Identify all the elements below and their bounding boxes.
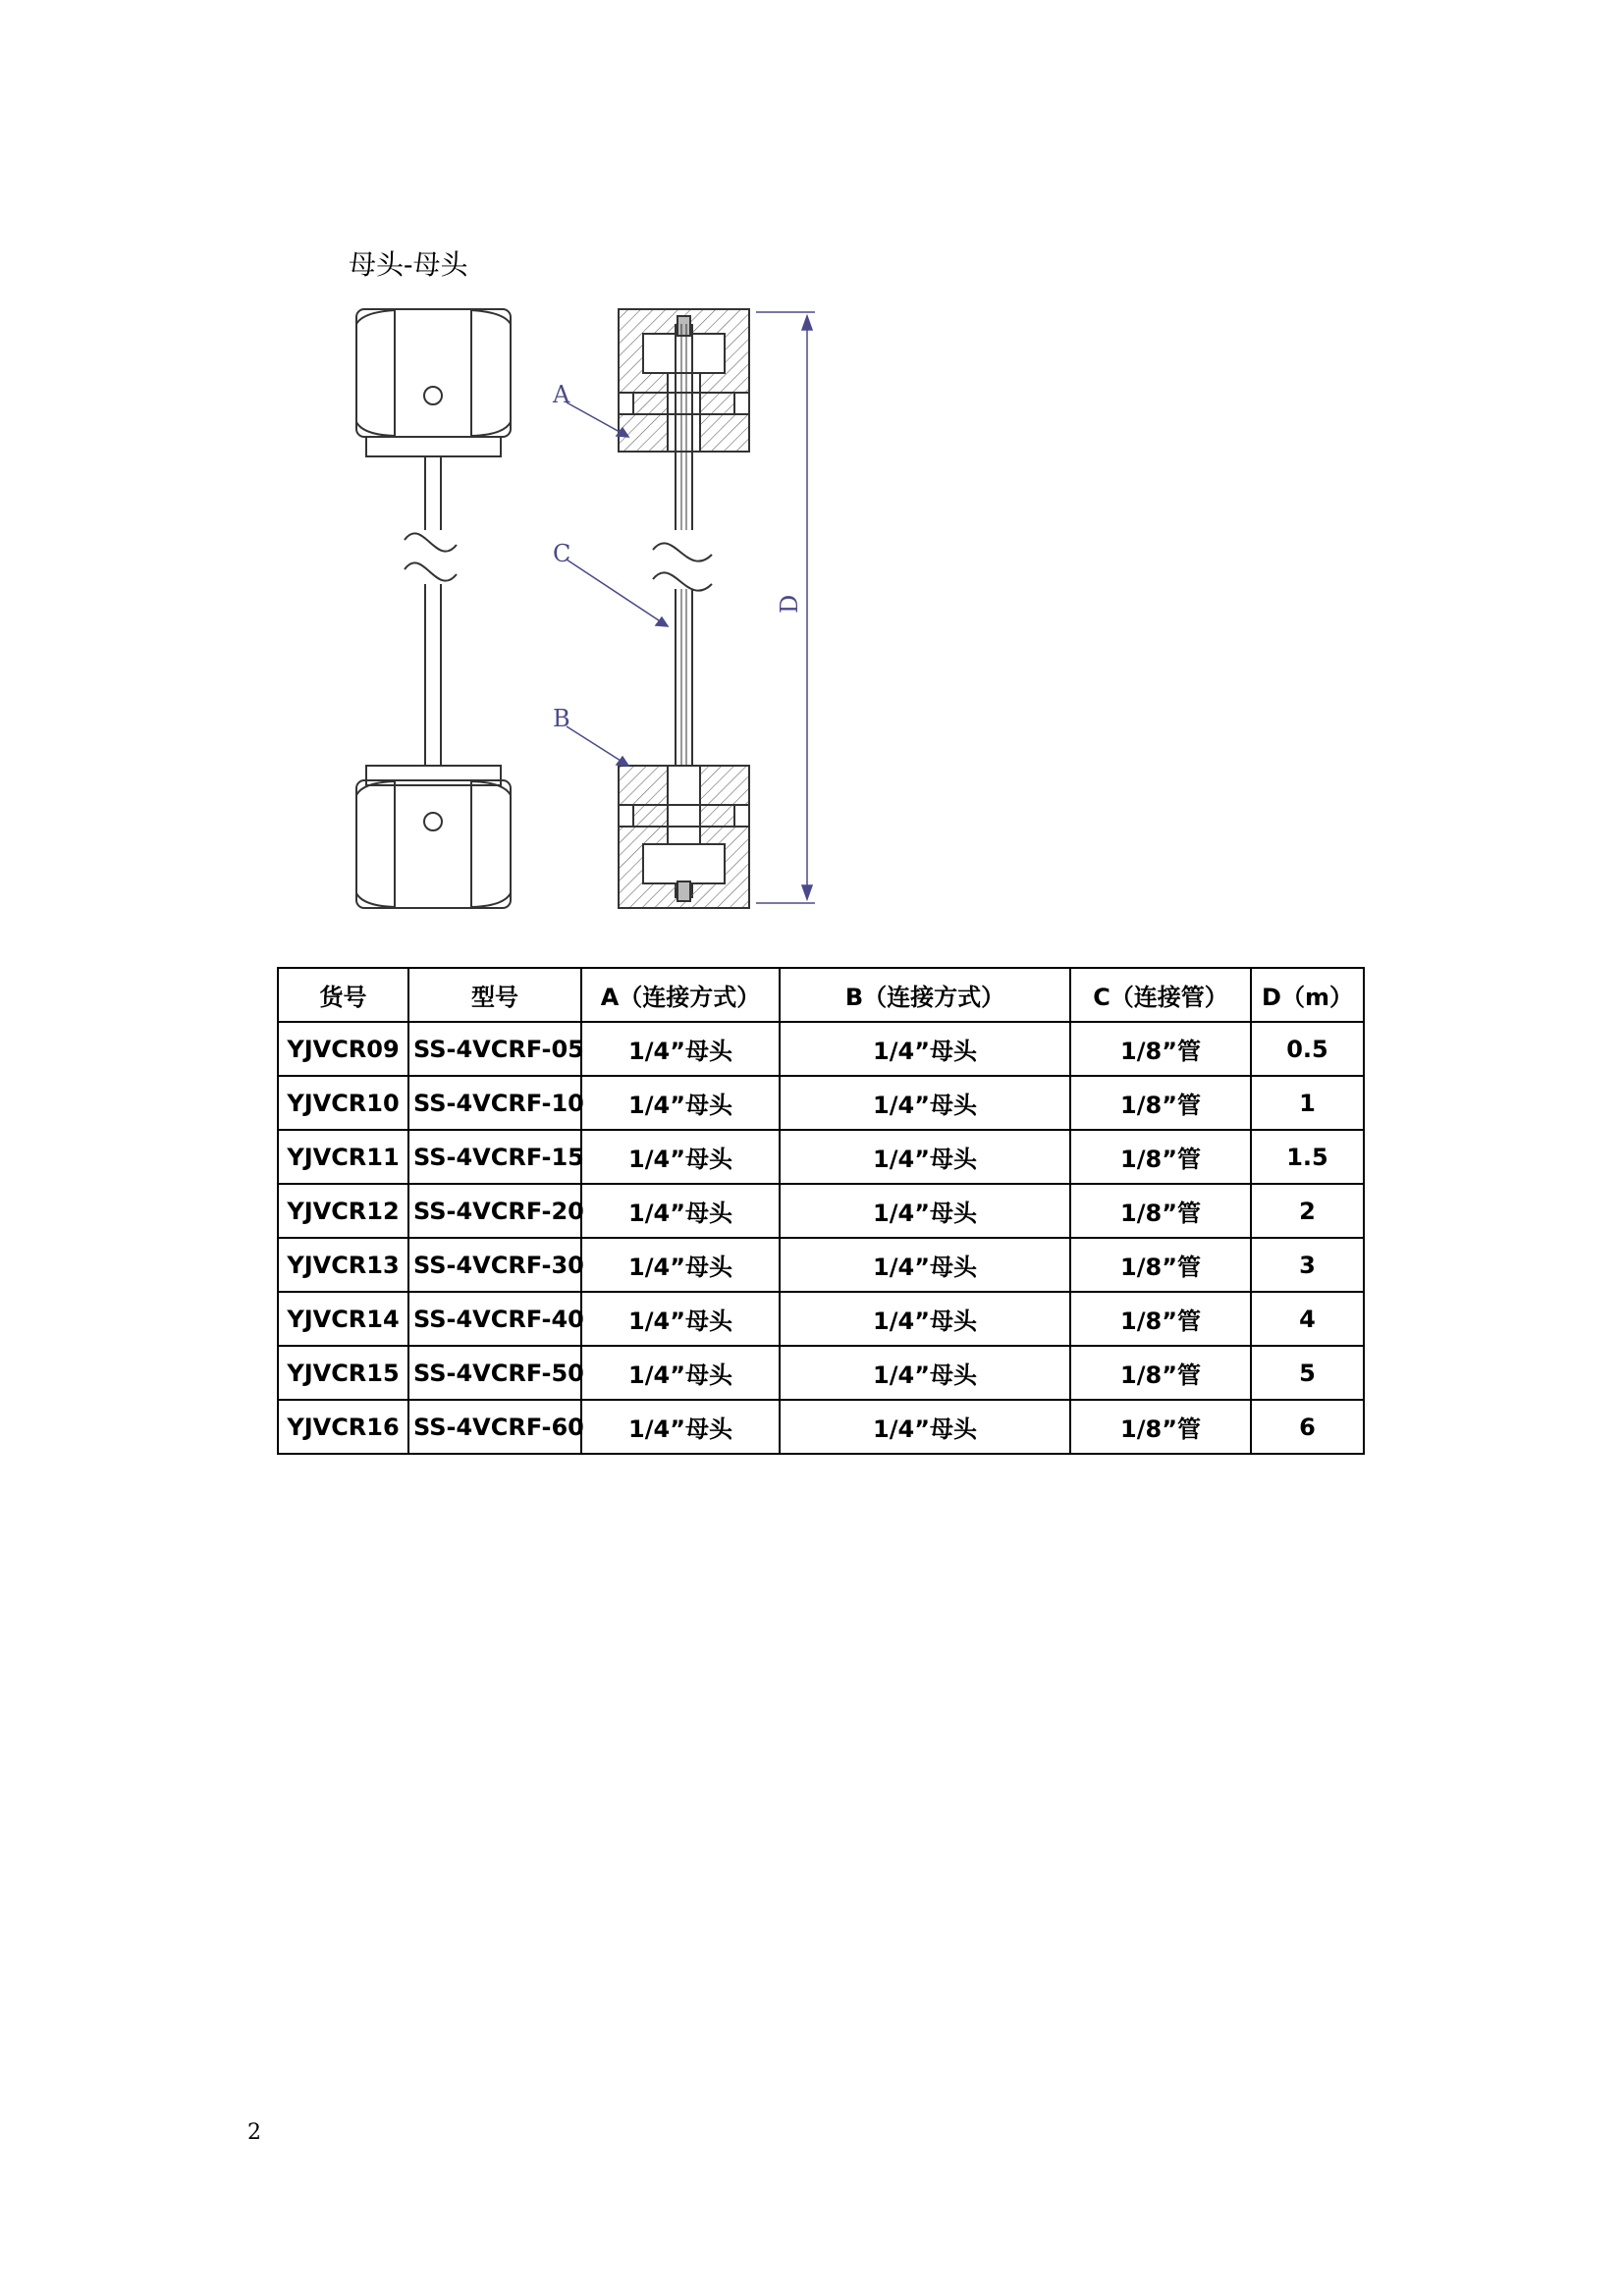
cell-model: SS-4VCRF-20 — [408, 1184, 581, 1238]
header-item-no: 货号 — [278, 968, 408, 1022]
cell-c: 1/8”管 — [1070, 1400, 1251, 1454]
tube-external — [405, 456, 457, 766]
label-b: B — [553, 705, 570, 732]
cell-c: 1/8”管 — [1070, 1076, 1251, 1130]
cell-b: 1/4”母头 — [780, 1400, 1070, 1454]
cell-d: 2 — [1251, 1184, 1364, 1238]
cell-b: 1/4”母头 — [780, 1238, 1070, 1292]
cell-c: 1/8”管 — [1070, 1022, 1251, 1076]
cell-b: 1/4”母头 — [780, 1076, 1070, 1130]
cell-d: 4 — [1251, 1292, 1364, 1346]
cell-d: 1 — [1251, 1076, 1364, 1130]
cell-item-no: YJVCR16 — [278, 1400, 408, 1454]
table-row — [278, 1022, 1364, 1076]
cell-d: 0.5 — [1251, 1022, 1364, 1076]
cell-c: 1/8”管 — [1070, 1130, 1251, 1184]
header-a: A（连接方式） — [581, 968, 780, 1022]
table-header-row — [278, 968, 1364, 1022]
cell-c: 1/8”管 — [1070, 1184, 1251, 1238]
label-a: A — [553, 381, 570, 408]
table-row — [278, 1400, 1364, 1454]
cell-model: SS-4VCRF-10 — [408, 1076, 581, 1130]
cell-model: SS-4VCRF-05 — [408, 1022, 581, 1076]
cell-c: 1/8”管 — [1070, 1238, 1251, 1292]
cell-d: 1.5 — [1251, 1130, 1364, 1184]
fitting-drawing — [334, 294, 884, 923]
table-row — [278, 1076, 1364, 1130]
table-row — [278, 1130, 1364, 1184]
cell-c: 1/8”管 — [1070, 1346, 1251, 1400]
cell-model: SS-4VCRF-30 — [408, 1238, 581, 1292]
page-number: 2 — [247, 2120, 261, 2145]
header-c: C（连接管） — [1070, 968, 1251, 1022]
cell-item-no: YJVCR15 — [278, 1346, 408, 1400]
table-row — [278, 1238, 1364, 1292]
spec-table — [277, 967, 1365, 1455]
cell-model: SS-4VCRF-15 — [408, 1130, 581, 1184]
cell-b: 1/4”母头 — [780, 1184, 1070, 1238]
cell-item-no: YJVCR12 — [278, 1184, 408, 1238]
drawing-caption: 母头-母头 — [349, 248, 468, 281]
cell-a: 1/4”母头 — [581, 1076, 780, 1130]
cell-a: 1/4”母头 — [581, 1400, 780, 1454]
header-b: B（连接方式） — [780, 968, 1070, 1022]
cell-model: SS-4VCRF-40 — [408, 1292, 581, 1346]
cell-b: 1/4”母头 — [780, 1130, 1070, 1184]
label-c: C — [553, 540, 571, 567]
cell-b: 1/4”母头 — [780, 1022, 1070, 1076]
header-d: D（m） — [1251, 968, 1364, 1022]
cell-item-no: YJVCR11 — [278, 1130, 408, 1184]
cell-a: 1/4”母头 — [581, 1238, 780, 1292]
cell-b: 1/4”母头 — [780, 1292, 1070, 1346]
cell-item-no: YJVCR09 — [278, 1022, 408, 1076]
cell-item-no: YJVCR14 — [278, 1292, 408, 1346]
cell-a: 1/4”母头 — [581, 1184, 780, 1238]
cell-a: 1/4”母头 — [581, 1346, 780, 1400]
cell-d: 3 — [1251, 1238, 1364, 1292]
cell-d: 6 — [1251, 1400, 1364, 1454]
cell-item-no: YJVCR13 — [278, 1238, 408, 1292]
table-row — [278, 1292, 1364, 1346]
cell-item-no: YJVCR10 — [278, 1076, 408, 1130]
cell-a: 1/4”母头 — [581, 1130, 780, 1184]
cell-model: SS-4VCRF-60 — [408, 1400, 581, 1454]
cell-b: 1/4”母头 — [780, 1346, 1070, 1400]
top-nut-external — [356, 309, 511, 456]
cell-a: 1/4”母头 — [581, 1022, 780, 1076]
top-fitting-section — [619, 309, 749, 452]
header-model: 型号 — [408, 968, 581, 1022]
cell-c: 1/8”管 — [1070, 1292, 1251, 1346]
table-row — [278, 1184, 1364, 1238]
table-row — [278, 1346, 1364, 1400]
bottom-nut-external — [356, 766, 511, 908]
bottom-fitting-section — [619, 766, 749, 908]
cell-a: 1/4”母头 — [581, 1292, 780, 1346]
cell-d: 5 — [1251, 1346, 1364, 1400]
cell-model: SS-4VCRF-50 — [408, 1346, 581, 1400]
label-d: D — [776, 594, 803, 614]
